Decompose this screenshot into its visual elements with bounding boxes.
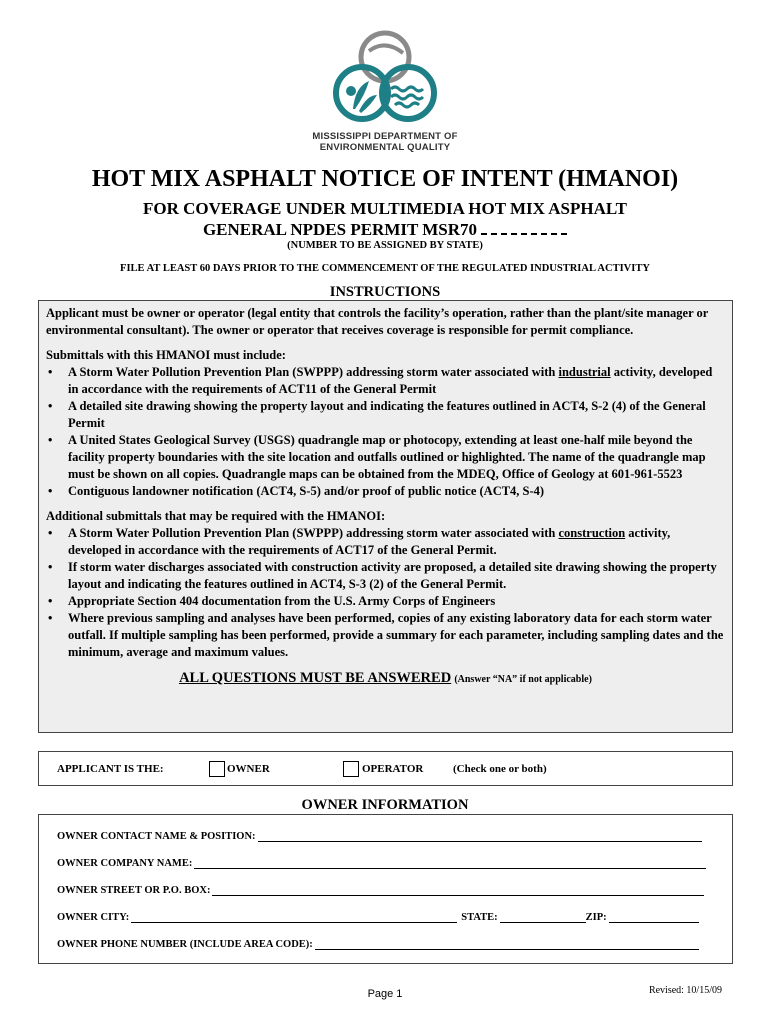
owner-company-row [57,858,706,869]
additional-list [46,525,725,661]
check-note: (Check one or both) [453,763,547,775]
operator-checkbox-label: OPERATOR [362,763,424,775]
owner-city-field[interactable] [131,912,457,923]
subtitle-line-2 [0,219,770,240]
owner-contact-row [57,831,702,842]
additional-heading: Additional submittals that may be required with the HMANOI: [46,509,386,523]
all-questions-notice [46,670,725,688]
form-title: HOT MIX ASPHALT NOTICE OF INTENT (HMANOI) [91,166,679,192]
list-item: • A Storm Water Pollution Prevention Plan (SWPPP) addressing storm water associated with industrial activity, developed in accordance with the requirements of ACT11 of the General Permit [46,364,725,398]
instructions-intro: Applicant must be owner or operator (legal entity that controls the facility’s operation, rather than the plant/site manager or environmental consultant). The owner or operator that receives coverage is responsible for permit compliance. [46,306,709,337]
submittals-list [46,364,725,500]
owner-street-label: OWNER STREET OR P.O. BOX: [57,885,211,896]
agency-line-1: MISSISSIPPI DEPARTMENT OF [312,131,458,142]
operator-checkbox[interactable] [343,761,359,777]
logo-waves-icon [391,87,423,107]
list-item: • Contiguous landowner notification (ACT4, S-5) and/or proof of public notice (ACT4, S-4) [46,483,725,500]
owner-zip-label: ZIP: [585,912,607,923]
list-item: • If storm water discharges associated with construction activity are proposed, a detailed site drawing showing the property layout and indicating the features outlined in ACT4, S-3 (2) of the General Permit. [46,559,725,593]
subtitle-line-1: FOR COVERAGE UNDER MULTIMEDIA HOT MIX ASPHALT [143,199,627,218]
permit-number-blanks [481,219,567,235]
list-item: • A United States Geological Survey (USGS) quadrangle map or photocopy, extending at least one-half mile beyond the facility property boundaries with the site location and outfalls outlined or highlighted. The name of the quadrangle map must be shown on all copies. Quadrangle maps can be obtained from the MDEQ, Office of Geology at 601-961-5523 [46,432,725,483]
owner-state-label: STATE: [461,912,498,923]
permit-label: GENERAL NPDES PERMIT MSR70 [202,220,478,239]
owner-street-field[interactable] [212,885,704,896]
owner-contact-field[interactable] [258,831,702,842]
logo-top-circle [361,33,409,81]
owner-zip-field[interactable] [609,912,699,923]
number-note: (NUMBER TO BE ASSIGNED BY STATE) [287,240,483,251]
instructions-heading: INSTRUCTIONS [329,284,441,300]
owner-checkbox-label: OWNER [227,763,270,775]
revision-date: Revised: 10/15/09 [648,985,722,996]
list-item: • A Storm Water Pollution Prevention Plan (SWPPP) addressing storm water associated with construction activity, developed in accordance with the requirements of ACT17 of the General Permit. [46,525,725,559]
owner-phone-label: OWNER PHONE NUMBER (INCLUDE AREA CODE): [57,939,313,950]
submittals-heading: Submittals with this HMANOI must include: [46,348,286,362]
owner-street-row [57,885,704,896]
owner-info-heading: OWNER INFORMATION [301,797,469,813]
file-deadline-note: FILE AT LEAST 60 DAYS PRIOR TO THE COMMENCEMENT OF THE REGULATED INDUSTRIAL ACTIVITY [120,263,650,274]
owner-info-box [38,814,733,964]
list-item: • Appropriate Section 404 documentation from the U.S. Army Corps of Engineers [46,593,725,610]
agency-line-2: ENVIRONMENTAL QUALITY [319,142,451,153]
owner-company-field[interactable] [194,858,706,869]
all-questions-note: (Answer “NA” if not applicable) [454,674,592,685]
owner-state-field[interactable] [500,912,586,923]
list-item: • A detailed site drawing showing the property layout and indicating the features outlined in ACT4, S-2 (4) of the General Permit [46,398,725,432]
applicant-type-box [38,751,733,786]
owner-phone-row [57,939,699,950]
agency-name [300,131,470,153]
list-item: • Where previous sampling and analyses have been performed, copies of any existing laboratory data for each storm water outfall. If multiple sampling has been performed, provide a summary for each parameter, including sampling dates and the minimum, average and maximum values. [46,610,725,661]
instructions-box [38,300,733,733]
form-subtitle [0,199,770,240]
owner-contact-label: OWNER CONTACT NAME & POSITION: [57,831,256,842]
owner-phone-field[interactable] [315,939,699,950]
owner-city-row [57,912,699,923]
all-questions-text: ALL QUESTIONS MUST BE ANSWERED [179,670,452,686]
applicant-label: APPLICANT IS THE: [57,763,164,775]
mdeq-logo [325,25,445,125]
owner-checkbox[interactable] [209,761,225,777]
page-number: Page 1 [367,988,403,1000]
owner-city-label: OWNER CITY: [57,912,130,923]
owner-company-label: OWNER COMPANY NAME: [57,858,193,869]
